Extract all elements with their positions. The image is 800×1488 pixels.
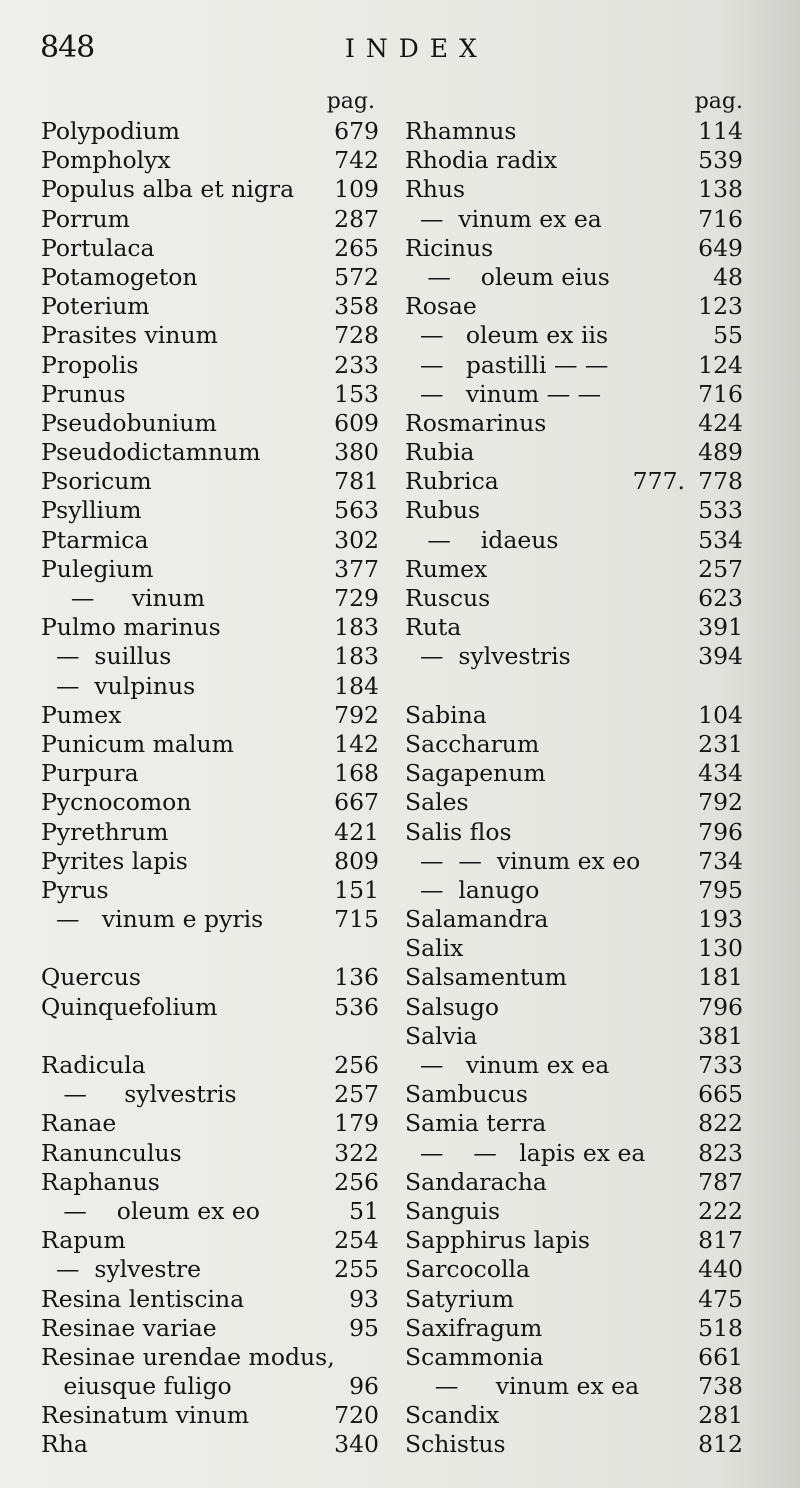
- entry-page: 179: [334, 1109, 379, 1138]
- entry-term: Scandix: [405, 1401, 500, 1430]
- entry-term: Pycnocomon: [41, 788, 192, 817]
- entry-term: Radicula: [41, 1051, 146, 1079]
- pag-label: pag.: [326, 89, 375, 114]
- entry-term: Ptarmica: [41, 525, 149, 554]
- index-entry: [41, 1255, 379, 1284]
- entry-term: Resinae urendae modus,: [41, 1342, 335, 1371]
- index-entry: [405, 496, 743, 525]
- entry-page: 136: [334, 963, 379, 992]
- index-entry: [405, 613, 743, 642]
- entry-page: 51: [349, 1196, 379, 1225]
- entry-term: — sylvestre: [41, 1255, 202, 1284]
- entry-term: Salix: [405, 934, 464, 963]
- entry-term: Ruta: [405, 613, 462, 642]
- entry-page: 153: [334, 379, 379, 408]
- entry-page: 475: [698, 1284, 743, 1313]
- entry-term: — vinum e pyris: [41, 905, 264, 934]
- entry-page: 649: [698, 233, 743, 262]
- entry-term: Rhamnus: [405, 117, 517, 145]
- entry-term: Punicum malum: [41, 729, 234, 758]
- index-entry: [405, 321, 743, 350]
- index-entry: [405, 847, 743, 876]
- index-entry: [405, 701, 743, 730]
- entry-term: Pulmo marinus: [41, 613, 221, 642]
- entry-term: Rubia: [405, 438, 475, 467]
- index-entry: [41, 876, 379, 905]
- entry-term: Prasites vinum: [41, 321, 218, 350]
- entry-term: Psoricum: [41, 467, 152, 496]
- index-entry: [41, 438, 379, 467]
- index-entry: [405, 380, 743, 409]
- entry-term: Salvia: [405, 1021, 478, 1050]
- index-entry: [41, 613, 379, 642]
- index-entry: [41, 584, 379, 613]
- index-entry: [405, 963, 743, 992]
- entry-page: 792: [334, 700, 379, 729]
- entry-term: Pyrites lapis: [41, 846, 188, 875]
- entry-page: 661: [698, 1342, 743, 1371]
- entry-page: 781: [334, 467, 379, 496]
- entry-page: 193: [698, 905, 743, 934]
- entry-page: 424: [698, 408, 743, 437]
- index-entry: [405, 438, 743, 467]
- entry-term: Sales: [405, 788, 469, 817]
- index-entry: [405, 175, 743, 204]
- entry-term: — vinum ex ea: [405, 1051, 610, 1079]
- entry-page: 536: [334, 992, 379, 1021]
- entry-page: 778: [698, 467, 743, 496]
- entry-term: Pumex: [41, 700, 122, 729]
- entry-term: — oleum ex iis: [405, 321, 609, 350]
- index-entry: [405, 1197, 743, 1226]
- index-entry: [405, 1314, 743, 1343]
- index-entry: [41, 175, 379, 204]
- entry-page: 716: [698, 379, 743, 408]
- entry-term: Salis flos: [405, 817, 512, 846]
- entry-page: 533: [698, 496, 743, 525]
- entry-page: 534: [698, 525, 743, 554]
- entry-term: Rumex: [405, 554, 488, 583]
- index-entry: [41, 1109, 379, 1138]
- entry-term: Scammonia: [405, 1342, 544, 1371]
- entry-page: 796: [698, 817, 743, 846]
- entry-term: — suillus: [41, 642, 172, 671]
- index-entry: [405, 1285, 743, 1314]
- index-entry: [41, 117, 379, 146]
- entry-page: 265: [334, 233, 379, 262]
- index-entry: [405, 117, 743, 146]
- index-entry: [405, 584, 743, 613]
- index-entry: [405, 467, 743, 496]
- entry-term: Salsugo: [405, 992, 500, 1021]
- entry-page: 539: [698, 146, 743, 175]
- entry-page: 254: [334, 1226, 379, 1255]
- index-entry: [41, 409, 379, 438]
- index-entry: [405, 1401, 743, 1430]
- index-entry: [41, 1080, 379, 1109]
- entry-page: 123: [698, 292, 743, 321]
- entry-page: 679: [334, 117, 379, 145]
- index-entry: [41, 847, 379, 876]
- entry-page: 715: [334, 905, 379, 934]
- index-entry: [405, 905, 743, 934]
- entry-page: 255: [334, 1255, 379, 1284]
- index-entry: [41, 963, 379, 992]
- entry-term: Rubrica: [405, 467, 499, 496]
- entry-page: 434: [698, 759, 743, 788]
- entry-page: 96: [349, 1372, 379, 1401]
- index-entry: [405, 526, 743, 555]
- index-entry: [405, 555, 743, 584]
- entry-term: Raphanus: [41, 1167, 160, 1196]
- index-entry: [405, 1430, 743, 1459]
- entry-page: 183: [334, 642, 379, 671]
- entry-term: Polypodium: [41, 117, 180, 145]
- entry-term: Potamogeton: [41, 262, 198, 291]
- index-entry: [41, 1051, 379, 1080]
- entry-page: 665: [698, 1080, 743, 1109]
- entry-term: Rosmarinus: [405, 408, 547, 437]
- entry-page: 738: [698, 1372, 743, 1401]
- entry-term: Schistus: [405, 1430, 506, 1459]
- index-entry: [405, 1051, 743, 1080]
- entry-term: Rubus: [405, 496, 481, 525]
- entry-page: 231: [698, 729, 743, 758]
- entry-page: 729: [334, 584, 379, 612]
- page-number: 848: [40, 30, 95, 65]
- entry-term: Pulegium: [41, 554, 154, 583]
- entry-term: Resina lentiscina: [41, 1284, 245, 1313]
- entry-page: 720: [334, 1401, 379, 1430]
- entry-page: 109: [334, 175, 379, 204]
- entry-term: Sambucus: [405, 1080, 528, 1109]
- index-entry: [41, 1343, 379, 1372]
- entry-term: Rapum: [41, 1226, 126, 1255]
- index-entry: [41, 905, 379, 934]
- entry-page: 812: [698, 1430, 743, 1459]
- index-entry: [405, 730, 743, 759]
- entry-page: 822: [698, 1109, 743, 1138]
- entry-page: 222: [698, 1196, 743, 1225]
- index-entry: [405, 1255, 743, 1284]
- index-entry: [405, 1372, 743, 1401]
- entry-page: 716: [698, 204, 743, 233]
- entry-term: Samia terra: [405, 1109, 547, 1138]
- entry-page: 792: [698, 788, 743, 817]
- entry-term: Rhus: [405, 175, 466, 204]
- entry-page: 796: [698, 992, 743, 1021]
- index-entry: [41, 555, 379, 584]
- entry-page: 518: [698, 1313, 743, 1342]
- entry-page: 391: [698, 613, 743, 642]
- index-entry: [405, 205, 743, 234]
- entry-term: Pompholyx: [41, 146, 171, 175]
- entry-term: Rosae: [405, 292, 477, 321]
- entry-term: — — vinum ex eo: [405, 846, 641, 875]
- index-entry: [41, 788, 379, 817]
- index-entry: [405, 1226, 743, 1255]
- index-entry: [41, 1168, 379, 1197]
- entry-page: 256: [334, 1167, 379, 1196]
- entry-term: Satyrium: [405, 1284, 514, 1313]
- index-entry: [405, 759, 743, 788]
- index-entry: [41, 1139, 379, 1168]
- index-entry: [405, 1109, 743, 1138]
- index-entry: [41, 993, 379, 1022]
- entry-page: 257: [334, 1080, 379, 1109]
- index-entry: [405, 818, 743, 847]
- entry-page: 623: [698, 584, 743, 612]
- entry-term: Purpura: [41, 759, 139, 788]
- index-entry: [405, 1080, 743, 1109]
- entry-term: — sylvestris: [405, 642, 571, 671]
- index-entry: [41, 642, 379, 671]
- index-entry: [41, 496, 379, 525]
- entry-term: — idaeus: [405, 525, 559, 554]
- entry-term: Pyrethrum: [41, 817, 169, 846]
- index-entry: [41, 818, 379, 847]
- index-entry: [41, 1372, 379, 1401]
- entry-list: [41, 117, 379, 1460]
- index-entry: [405, 351, 743, 380]
- entry-list: [405, 117, 743, 1460]
- index-entry: [405, 1168, 743, 1197]
- entry-term: Sarcocolla: [405, 1255, 531, 1284]
- index-entry: [405, 292, 743, 321]
- entry-page: 114: [698, 117, 743, 145]
- entry-term: Pseudobunium: [41, 408, 217, 437]
- entry-term: Quercus: [41, 963, 141, 992]
- index-entry: [405, 993, 743, 1022]
- entry-page: 440: [698, 1255, 743, 1284]
- entry-term: Saxifragum: [405, 1313, 543, 1342]
- entry-page: 377: [334, 554, 379, 583]
- entry-page: 256: [334, 1051, 379, 1079]
- index-entry: [405, 1139, 743, 1168]
- entry-term: eiusque fuligo: [41, 1372, 232, 1401]
- entry-page: 421: [334, 817, 379, 846]
- index-entry: [41, 263, 379, 292]
- entry-page: 572: [334, 262, 379, 291]
- entry-page: 795: [698, 875, 743, 904]
- entry-term: — vinum: [41, 584, 206, 612]
- index-entry: [405, 234, 743, 263]
- index-entry: [405, 672, 743, 701]
- entry-term: Rhodia radix: [405, 146, 558, 175]
- entry-term: Sabina: [405, 700, 487, 729]
- entry-page: 742: [334, 146, 379, 175]
- entry-page: 340: [334, 1430, 379, 1459]
- index-entry: [405, 1022, 743, 1051]
- entry-term: Psyllium: [41, 496, 142, 525]
- entry-term: Saccharum: [405, 729, 540, 758]
- entry-page: 48: [713, 262, 743, 291]
- entry-page: 489: [698, 438, 743, 467]
- entry-term: Populus alba et nigra: [41, 175, 295, 204]
- entry-page: 95: [349, 1313, 379, 1342]
- entry-page: 734: [698, 846, 743, 875]
- entry-page: 609: [334, 408, 379, 437]
- entry-term: — vinum ex ea: [405, 1372, 640, 1401]
- entry-term: — lanugo: [405, 875, 540, 904]
- page-header: [40, 30, 760, 74]
- index-entry: [41, 701, 379, 730]
- entry-term: Propolis: [41, 350, 139, 379]
- entry-page: 667: [334, 788, 379, 817]
- index-entry: [41, 934, 379, 963]
- index-entry: [41, 205, 379, 234]
- entry-term: Prunus: [41, 379, 126, 408]
- index-entry: [41, 1226, 379, 1255]
- pag-label: pag.: [694, 89, 743, 114]
- index-entry: [41, 321, 379, 350]
- entry-page: 733: [698, 1051, 743, 1079]
- entry-page: 55: [713, 321, 743, 350]
- index-entry: [405, 409, 743, 438]
- entry-term: — pastilli — —: [405, 350, 609, 379]
- index-entry: [41, 292, 379, 321]
- entry-term: — vinum ex ea: [405, 204, 602, 233]
- entry-page: 181: [698, 963, 743, 992]
- entry-term: Resinatum vinum: [41, 1401, 250, 1430]
- entry-term: Porrum: [41, 204, 130, 233]
- entry-term: Portulaca: [41, 233, 155, 262]
- entry-page: 151: [334, 875, 379, 904]
- entry-page: 381: [698, 1021, 743, 1050]
- entry-page: 728: [334, 321, 379, 350]
- index-entry: [405, 876, 743, 905]
- entry-page: 394: [698, 642, 743, 671]
- entry-term: Ricinus: [405, 233, 494, 262]
- entry-alt-page: 777.: [632, 467, 685, 496]
- entry-page: 168: [334, 759, 379, 788]
- entry-page: 257: [698, 554, 743, 583]
- running-head: INDEX: [345, 34, 488, 63]
- entry-term: Ranunculus: [41, 1138, 182, 1167]
- entry-page: 130: [698, 934, 743, 963]
- entry-page: 787: [698, 1167, 743, 1196]
- entry-term: — oleum eius: [405, 262, 610, 291]
- entry-page: 322: [334, 1138, 379, 1167]
- index-entry: [41, 672, 379, 701]
- index-entry: [405, 263, 743, 292]
- entry-page: 563: [334, 496, 379, 525]
- index-entry: [41, 1285, 379, 1314]
- index-entry: [41, 730, 379, 759]
- entry-term: Ruscus: [405, 584, 491, 612]
- index-entry: [405, 146, 743, 175]
- entry-term: Sanguis: [405, 1196, 500, 1225]
- entry-page: 104: [698, 700, 743, 729]
- entry-page: 124: [698, 350, 743, 379]
- entry-term: Sapphirus lapis: [405, 1226, 590, 1255]
- entry-page: 93: [349, 1284, 379, 1313]
- index-entry: [41, 526, 379, 555]
- entry-page: 358: [334, 292, 379, 321]
- entry-term: — — lapis ex ea: [405, 1138, 646, 1167]
- entry-term: Rha: [41, 1430, 88, 1459]
- index-entry: [41, 467, 379, 496]
- entry-page: 380: [334, 438, 379, 467]
- entry-page: 302: [334, 525, 379, 554]
- entry-page: 281: [698, 1401, 743, 1430]
- entry-page: 823: [698, 1138, 743, 1167]
- index-entry: [41, 1401, 379, 1430]
- index-entry: [41, 234, 379, 263]
- index-entry: [41, 1197, 379, 1226]
- index-entry: [405, 1343, 743, 1372]
- entry-page: 233: [334, 350, 379, 379]
- index-entry: [41, 380, 379, 409]
- entry-term: — vulpinus: [41, 671, 196, 700]
- index-entry: [41, 1314, 379, 1343]
- entry-term: Pseudodictamnum: [41, 438, 261, 467]
- index-entry: [41, 1022, 379, 1051]
- entry-term: Sandaracha: [405, 1167, 547, 1196]
- entry-term: Poterium: [41, 292, 150, 321]
- entry-term: Sagapenum: [405, 759, 546, 788]
- index-entry: [405, 788, 743, 817]
- entry-page: 184: [334, 671, 379, 700]
- entry-term: — sylvestris: [41, 1080, 237, 1109]
- entry-term: — vinum — —: [405, 379, 602, 408]
- entry-term: Pyrus: [41, 875, 109, 904]
- entry-term: — oleum ex eo: [41, 1196, 260, 1225]
- entry-term: Salsamentum: [405, 963, 567, 992]
- entry-term: Resinae variae: [41, 1313, 217, 1342]
- index-entry: [41, 351, 379, 380]
- index-entry: [41, 759, 379, 788]
- index-entry: [405, 642, 743, 671]
- entry-term: Quinquefolium: [41, 992, 218, 1021]
- index-entry: [405, 934, 743, 963]
- entry-page: 809: [334, 846, 379, 875]
- entry-page: 138: [698, 175, 743, 204]
- entry-page: 142: [334, 729, 379, 758]
- entry-page: 183: [334, 613, 379, 642]
- entry-term: Salamandra: [405, 905, 549, 934]
- index-entry: [41, 1430, 379, 1459]
- entry-term: Ranae: [41, 1109, 117, 1138]
- entry-page: 817: [698, 1226, 743, 1255]
- index-entry: [41, 146, 379, 175]
- entry-page: 287: [334, 204, 379, 233]
